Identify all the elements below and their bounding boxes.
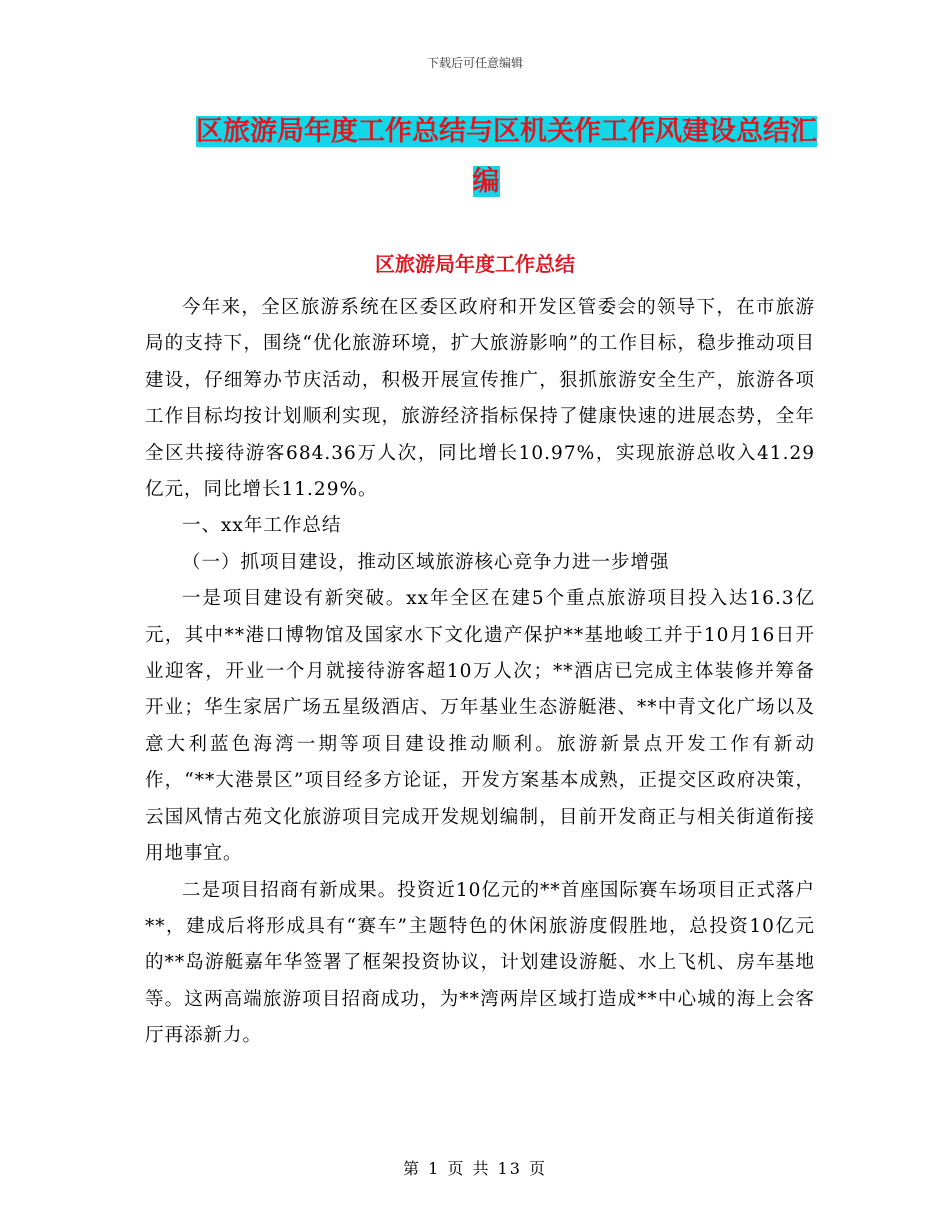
section-title: 区旅游局年度工作总结 bbox=[375, 252, 575, 276]
header-note: 下载后可任意编辑 bbox=[426, 56, 523, 70]
document-title-line1: 区旅游局年度工作总结与区机关作工作风建设总结汇 bbox=[196, 116, 817, 147]
paragraph: （一）抓项目建设，推动区域旅游核心竞争力进一步增强 bbox=[182, 551, 670, 573]
document-body bbox=[145, 290, 815, 1055]
document-title-line2: 编 bbox=[472, 166, 500, 197]
paragraph: 今年来，全区旅游系统在区委区政府和开发区管委会的领导下，在市旅游局的支持下，围绕“优化旅游环境，扩大旅游影响”的工作目标，稳步推动项目建设，仔细筹办节庆活动，积极开展宣传推广，狠抓旅游安全生产，旅游各项工作目标均按计划顺利实现，旅游经济指标保持了健康快速的进展态势，全年全区共接待游客684.36万人次，同比增长10.97%，实现旅游总收入41.29亿元，同比增长11.29%。 bbox=[145, 297, 815, 501]
document-title bbox=[190, 110, 817, 204]
paragraph: 一、xx年工作总结 bbox=[182, 515, 342, 537]
paragraph: 二是项目招商有新成果。投资近10亿元的**首座国际赛车场项目正式落户**，建成后将形成具有“赛车”主题特色的休闲旅游度假胜地，总投资10亿元的**岛游艇嘉年华签署了框架投资协议，计划建设游艇、水上飞机、房车基地等。这两高端旅游项目招商成功，为**湾两岸区域打造成**中心城的海上会客厅再添新力。 bbox=[145, 879, 815, 1047]
page-footer: 第 1 页 共 13 页 bbox=[403, 1159, 547, 1178]
paragraph: 一是项目建设有新突破。xx年全区在建5个重点旅游项目投入达16.3亿元，其中**港口博物馆及国家水下文化遗产保护**基地峻工并于10月16日开业迎客，开业一个月就接待游客超10万人次；**酒店已完成主体装修并筹备开业；华生家居广场五星级酒店、万年基业生态游艇港、**中青文化广场以及意大利蓝色海湾一期等项目建设推动顺利。旅游新景点开发工作有新动作，“**大港景区”项目经多方论证，开发方案基本成熟，正提交区政府决策，云国风情古苑文化旅游项目完成开发规划编制，目前开发商正与相关街道衔接用地事宜。 bbox=[145, 588, 815, 865]
